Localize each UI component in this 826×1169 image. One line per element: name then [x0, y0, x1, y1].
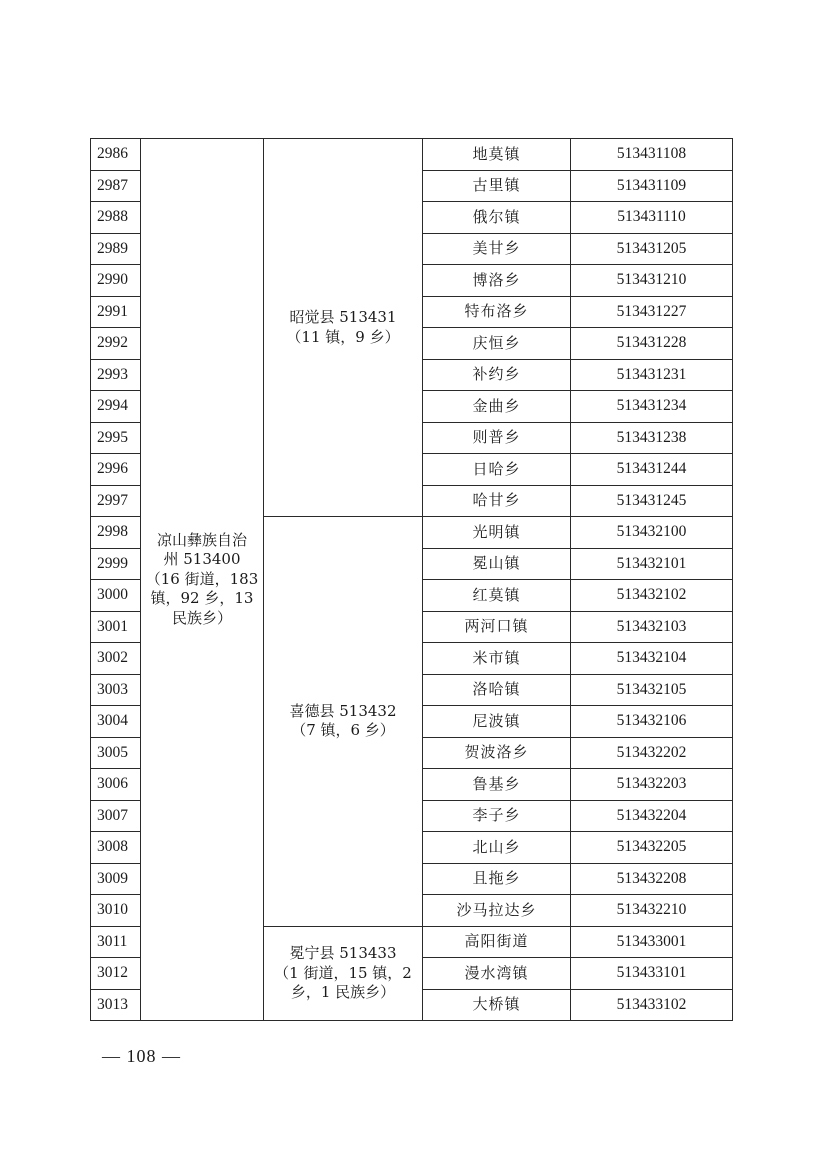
township-name-cell: 北山乡	[423, 832, 571, 864]
division-code-cell: 513432104	[571, 643, 733, 675]
seq-cell: 2993	[91, 359, 141, 391]
division-code-cell: 513431210	[571, 265, 733, 297]
township-name-cell: 漫水湾镇	[423, 958, 571, 990]
township-name-cell: 米市镇	[423, 643, 571, 675]
seq-cell: 2997	[91, 485, 141, 517]
county-cell-line: 乡，1 民族乡）	[290, 983, 396, 1001]
division-code-cell: 513432102	[571, 580, 733, 612]
seq-cell: 3006	[91, 769, 141, 801]
township-name-cell: 沙马拉达乡	[423, 895, 571, 927]
division-code-cell: 513432204	[571, 800, 733, 832]
township-name-cell: 贺波洛乡	[423, 737, 571, 769]
township-name-cell: 补约乡	[423, 359, 571, 391]
division-code-cell: 513431245	[571, 485, 733, 517]
division-code-cell: 513431228	[571, 328, 733, 360]
township-name-cell: 李子乡	[423, 800, 571, 832]
seq-cell: 3001	[91, 611, 141, 643]
county-cell	[264, 139, 423, 517]
prefecture-cell-line: 凉山彝族自治	[156, 530, 247, 549]
division-code-table	[90, 138, 733, 1021]
division-code-cell: 513432103	[571, 611, 733, 643]
division-code-cell: 513432202	[571, 737, 733, 769]
division-code-cell: 513433102	[571, 989, 733, 1021]
seq-cell: 3002	[91, 643, 141, 675]
prefecture-cell-line: 州 513400	[163, 550, 241, 569]
seq-cell: 2991	[91, 296, 141, 328]
seq-cell: 2986	[91, 139, 141, 171]
division-code-cell: 513432105	[571, 674, 733, 706]
division-code-cell: 513431244	[571, 454, 733, 486]
township-name-cell: 光明镇	[423, 517, 571, 549]
division-code-cell: 513432203	[571, 769, 733, 801]
seq-cell: 2990	[91, 265, 141, 297]
seq-cell: 3007	[91, 800, 141, 832]
county-cell-line: 昭觉县 513431	[289, 308, 397, 326]
township-name-cell: 博洛乡	[423, 265, 571, 297]
prefecture-cell-line: 镇，92 乡，13	[150, 589, 254, 608]
division-code-cell: 513432100	[571, 517, 733, 549]
division-code-cell: 513431234	[571, 391, 733, 423]
township-name-cell: 大桥镇	[423, 989, 571, 1021]
seq-cell: 3004	[91, 706, 141, 738]
township-name-cell: 美甘乡	[423, 233, 571, 265]
prefecture-cell	[141, 139, 264, 1021]
township-name-cell: 庆恒乡	[423, 328, 571, 360]
seq-cell: 2998	[91, 517, 141, 549]
seq-cell: 2992	[91, 328, 141, 360]
division-code-cell: 513432210	[571, 895, 733, 927]
seq-cell: 3011	[91, 926, 141, 958]
seq-cell: 3012	[91, 958, 141, 990]
township-name-cell: 哈甘乡	[423, 485, 571, 517]
prefecture-cell-line: （16 街道，183	[145, 569, 259, 588]
division-code-cell: 513431205	[571, 233, 733, 265]
seq-cell: 3008	[91, 832, 141, 864]
township-name-cell: 特布洛乡	[423, 296, 571, 328]
division-code-cell: 513431231	[571, 359, 733, 391]
seq-cell: 2987	[91, 170, 141, 202]
seq-cell: 3013	[91, 989, 141, 1021]
division-code-cell: 513431238	[571, 422, 733, 454]
division-code-cell: 513431227	[571, 296, 733, 328]
division-code-cell: 513433101	[571, 958, 733, 990]
county-cell-line: （7 镇，6 乡）	[291, 721, 395, 740]
township-name-cell: 尼波镇	[423, 706, 571, 738]
division-code-cell: 513432106	[571, 706, 733, 738]
township-name-cell: 红莫镇	[423, 580, 571, 612]
county-cell-line: 冕宁县 513433	[289, 944, 397, 962]
township-name-cell: 鲁基乡	[423, 769, 571, 801]
seq-cell: 3009	[91, 863, 141, 895]
seq-cell: 2989	[91, 233, 141, 265]
township-name-cell: 则普乡	[423, 422, 571, 454]
division-code-cell: 513431109	[571, 170, 733, 202]
township-name-cell: 高阳街道	[423, 926, 571, 958]
county-cell-line: （11 镇，9 乡）	[286, 327, 400, 346]
seq-cell: 3000	[91, 580, 141, 612]
seq-cell: 2988	[91, 202, 141, 234]
township-name-cell: 洛哈镇	[423, 674, 571, 706]
seq-cell: 3010	[91, 895, 141, 927]
township-name-cell: 俄尔镇	[423, 202, 571, 234]
township-name-cell: 金曲乡	[423, 391, 571, 423]
table-row	[91, 139, 733, 171]
seq-cell: 2999	[91, 548, 141, 580]
seq-cell: 2995	[91, 422, 141, 454]
township-name-cell: 冕山镇	[423, 548, 571, 580]
township-name-cell: 地莫镇	[423, 139, 571, 171]
seq-cell: 2996	[91, 454, 141, 486]
township-name-cell: 日哈乡	[423, 454, 571, 486]
seq-cell: 2994	[91, 391, 141, 423]
seq-cell: 3003	[91, 674, 141, 706]
county-cell-line: 喜德县 513432	[289, 701, 397, 720]
page-number: — 108 —	[102, 1046, 181, 1066]
seq-cell: 3005	[91, 737, 141, 769]
division-code-cell: 513431108	[571, 139, 733, 171]
prefecture-cell-line: 民族乡）	[171, 608, 232, 627]
county-cell-line: （1 街道，15 镇，2	[274, 963, 412, 982]
division-code-cell: 513432205	[571, 832, 733, 864]
division-code-cell: 513432208	[571, 863, 733, 895]
division-code-cell: 513431110	[571, 202, 733, 234]
county-cell	[264, 517, 423, 927]
township-name-cell: 两河口镇	[423, 611, 571, 643]
division-code-cell: 513433001	[571, 926, 733, 958]
township-name-cell: 古里镇	[423, 170, 571, 202]
table-body	[91, 139, 733, 1021]
township-name-cell: 且拖乡	[423, 863, 571, 895]
county-cell	[264, 926, 423, 1021]
division-code-cell: 513432101	[571, 548, 733, 580]
